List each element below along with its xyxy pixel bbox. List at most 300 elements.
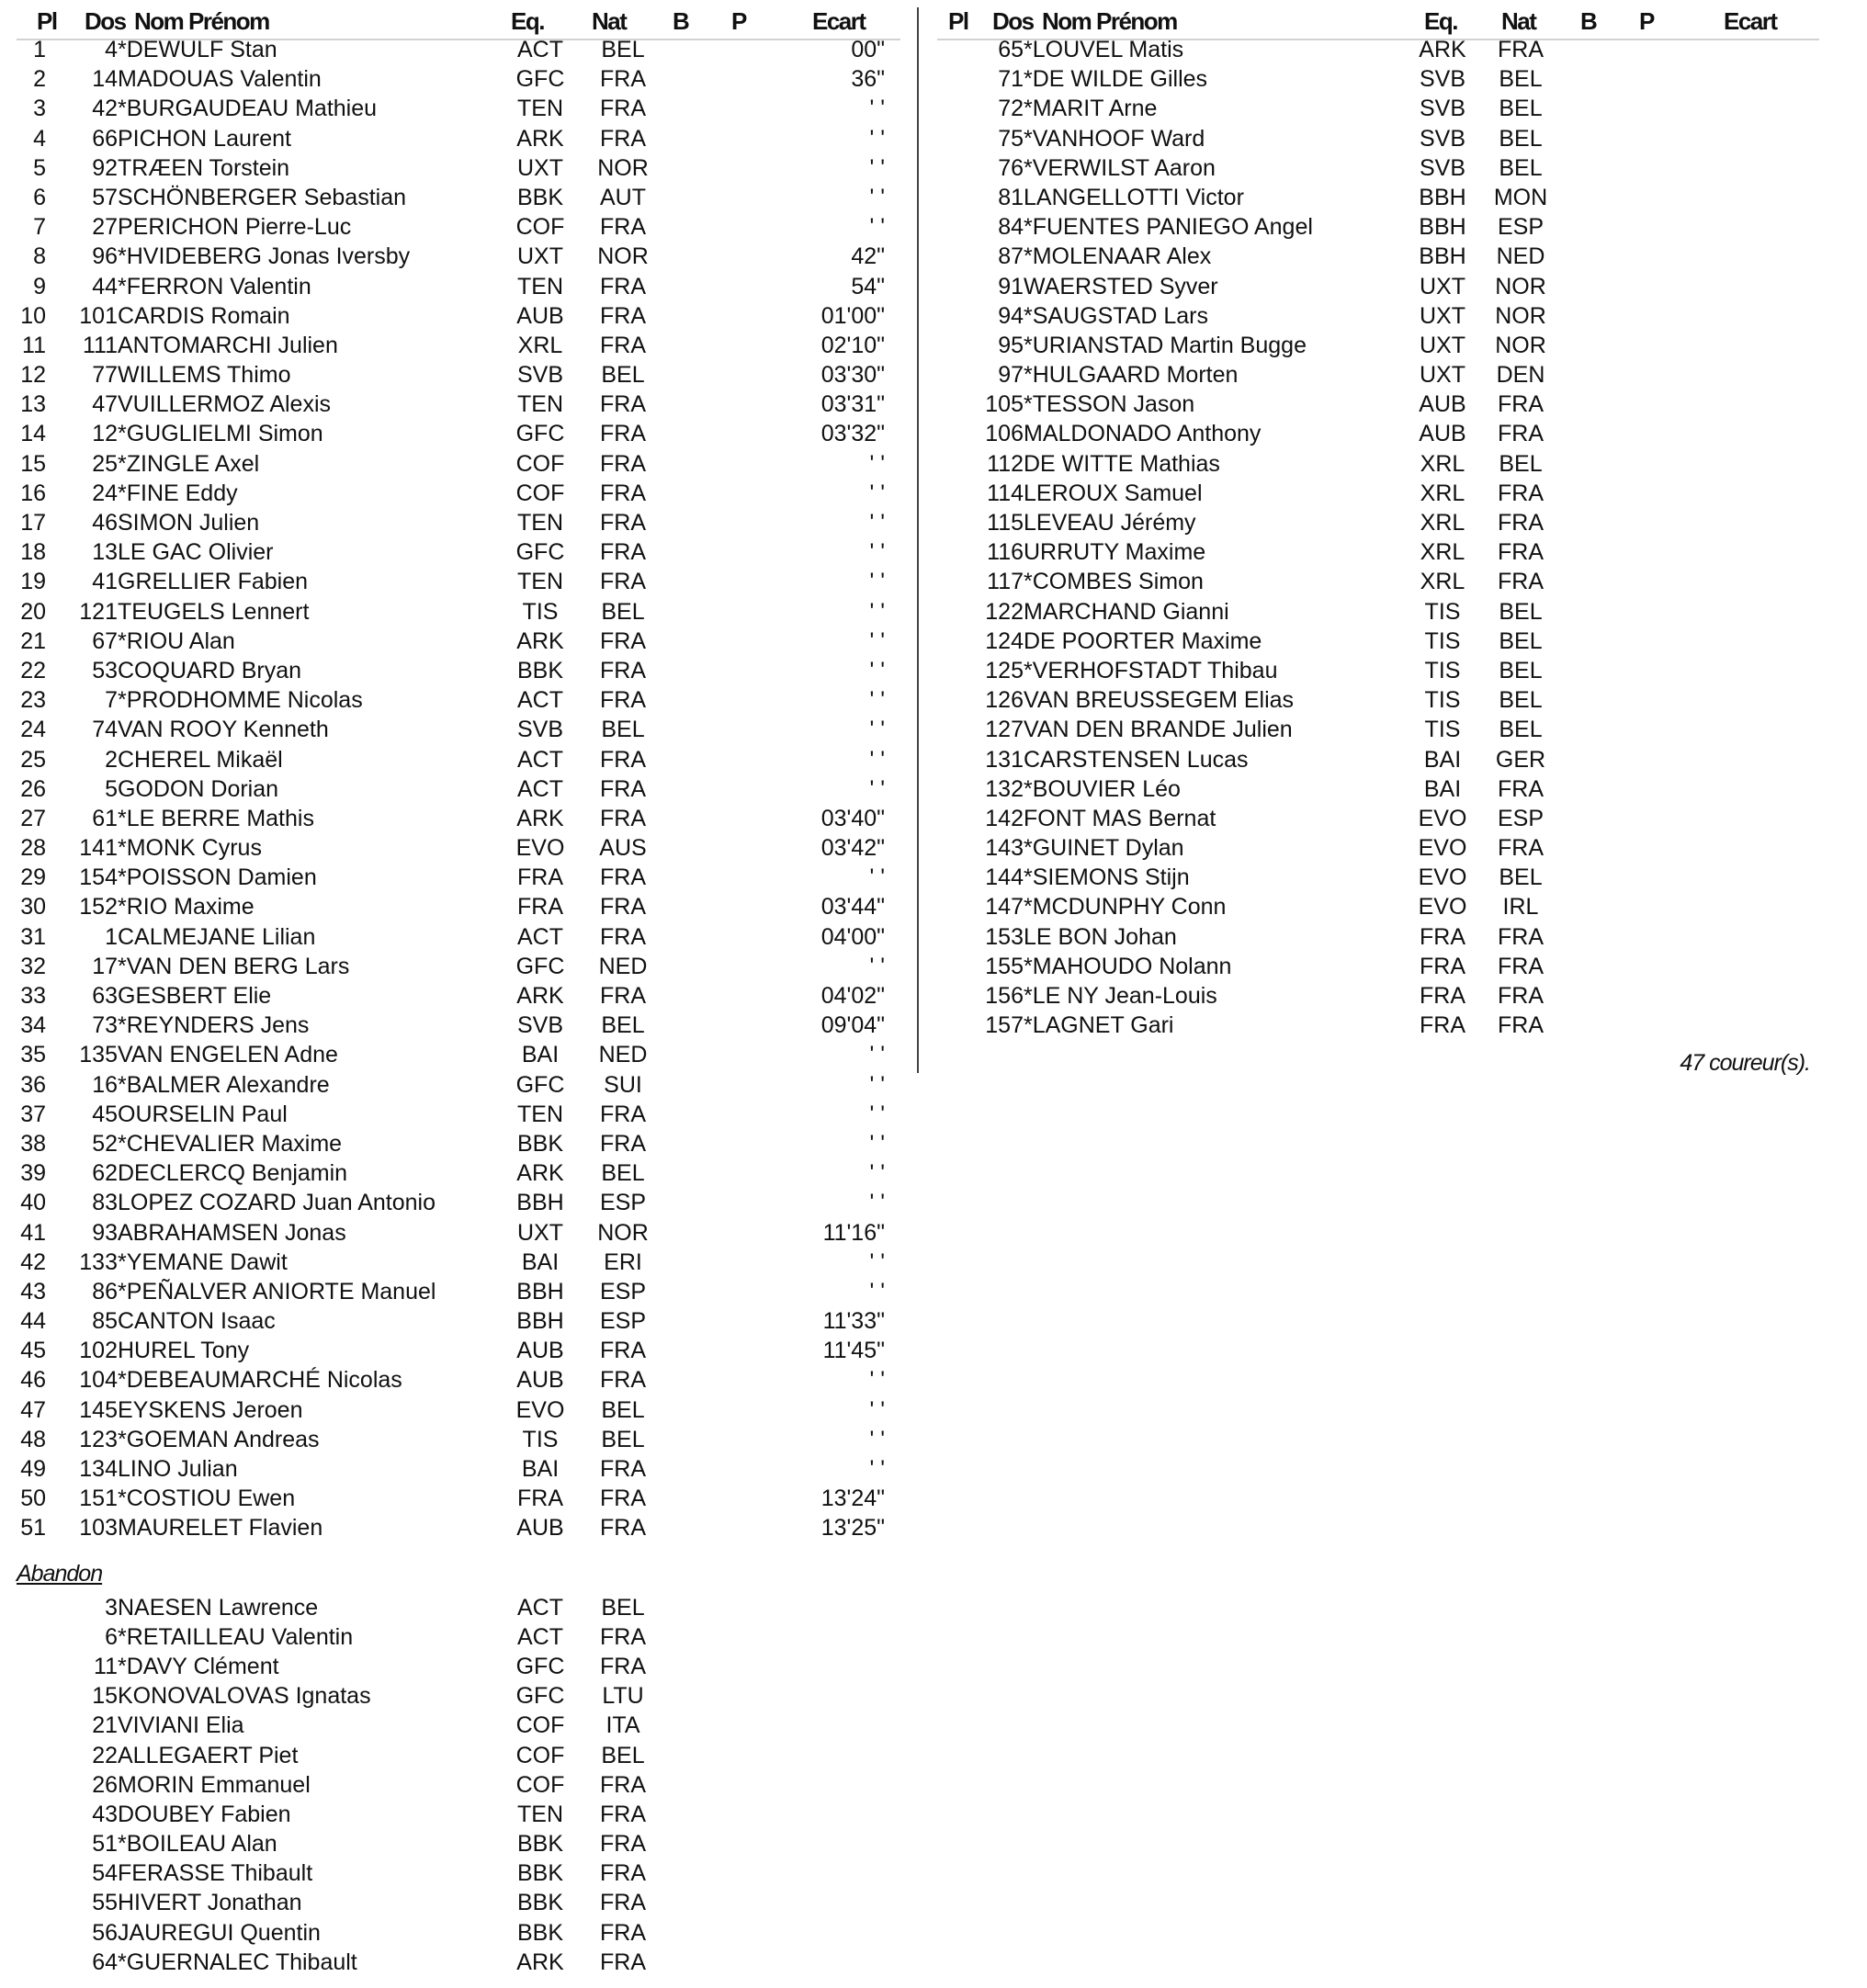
- cell-rider-name: MORIN Emmanuel: [118, 1771, 311, 1798]
- cell-place: 46: [20, 1367, 46, 1394]
- cell-bib: 144: [985, 864, 1024, 891]
- table-row: [937, 774, 1819, 804]
- cell-gap: 36": [851, 66, 885, 93]
- cell-rider-name: CARDIS Romain: [118, 302, 290, 329]
- cell-team: SVB: [516, 717, 564, 743]
- cell-gap: ' ': [869, 1190, 885, 1216]
- table-row: [17, 567, 908, 596]
- cell-nationality: ESP: [599, 1190, 647, 1216]
- cell-bib: 151: [79, 1485, 118, 1512]
- cell-rider-name: *GUINET Dylan: [1024, 835, 1184, 862]
- cell-place: 30: [20, 894, 46, 921]
- cell-nationality: FRA: [600, 1456, 646, 1482]
- cell-nationality: BEL: [1499, 125, 1543, 152]
- table-row: [17, 745, 908, 774]
- cell-rider-name: VAN ROOY Kenneth: [118, 717, 329, 743]
- table-row: [17, 64, 908, 94]
- cell-team: TIS: [1424, 627, 1461, 654]
- cell-nationality: BEL: [1499, 96, 1543, 122]
- table-row: [17, 537, 908, 567]
- cell-team: FRA: [1420, 953, 1465, 979]
- cell-rider-name: *ZINGLE Axel: [118, 450, 260, 477]
- cell-gap: ' ': [869, 1396, 885, 1423]
- cell-place: 37: [20, 1101, 46, 1127]
- cell-bib: 103: [79, 1515, 118, 1542]
- cell-gap: 03'40": [820, 805, 885, 831]
- cell-bib: 54: [92, 1860, 118, 1887]
- cell-nationality: FRA: [600, 1367, 646, 1394]
- cell-place: 49: [20, 1456, 46, 1482]
- cell-place: 25: [20, 746, 46, 773]
- cell-bib: 85: [92, 1308, 118, 1335]
- cell-gap: ' ': [869, 953, 885, 979]
- header-eq: Eq.: [1424, 7, 1457, 35]
- cell-bib: 62: [92, 1160, 118, 1187]
- cell-rider-name: *BOILEAU Alan: [118, 1831, 277, 1858]
- cell-bib: 114: [987, 480, 1024, 506]
- table-row: [17, 1888, 908, 1917]
- header-nat: Nat: [1501, 7, 1536, 35]
- cell-bib: 104: [79, 1367, 118, 1394]
- cell-rider-name: LEVEAU Jérémy: [1024, 510, 1196, 536]
- table-row: [17, 242, 908, 271]
- cell-gap: ' ': [869, 450, 885, 477]
- cell-bib: 124: [985, 627, 1024, 654]
- table-row: [17, 715, 908, 744]
- cell-team: ARK: [516, 1948, 564, 1975]
- cell-nationality: FRA: [600, 1948, 646, 1975]
- cell-rider-name: *FINE Eddy: [118, 480, 238, 506]
- cell-team: EVO: [515, 1396, 565, 1423]
- cell-team: TEN: [517, 273, 563, 299]
- cell-team: TEN: [517, 1101, 563, 1127]
- cell-team: BAI: [1423, 775, 1462, 802]
- cell-nationality: BEL: [1499, 657, 1543, 683]
- cell-bib: 7: [105, 687, 118, 714]
- table-row: [17, 1681, 908, 1711]
- table-row: [17, 1425, 908, 1454]
- header-b: B: [673, 7, 689, 35]
- cell-rider-name: MAURELET Flavien: [118, 1515, 323, 1542]
- cell-rider-name: *FUENTES PANIEGO Angel: [1024, 214, 1313, 241]
- cell-nationality: FRA: [600, 805, 646, 831]
- table-row: [937, 35, 1819, 64]
- cell-rider-name: *FERRON Valentin: [118, 273, 311, 299]
- cell-rider-name: *HULGAARD Morten: [1024, 362, 1239, 389]
- cell-gap: ' ': [869, 1101, 885, 1127]
- cell-nationality: FRA: [600, 1623, 646, 1650]
- table-row: [17, 981, 908, 1011]
- cell-rider-name: MALDONADO Anthony: [1024, 421, 1262, 447]
- cell-rider-name: LOPEZ COZARD Juan Antonio: [118, 1190, 436, 1216]
- cell-bib: 143: [985, 835, 1024, 862]
- cell-gap: 04'02": [820, 983, 885, 1009]
- table-row: [17, 833, 908, 863]
- cell-team: XRL: [1420, 510, 1465, 536]
- cell-rider-name: FERASSE Thibault: [118, 1860, 313, 1887]
- cell-team: GFC: [515, 539, 565, 566]
- cell-bib: 44: [92, 273, 118, 299]
- cell-rider-name: DE WITTE Mathias: [1024, 450, 1220, 477]
- cell-bib: 152: [79, 894, 118, 921]
- cell-team: SVB: [1419, 96, 1466, 122]
- cell-nationality: FRA: [600, 539, 646, 566]
- table-row: [17, 94, 908, 123]
- table-row: [937, 153, 1819, 183]
- cell-nationality: BEL: [1499, 598, 1543, 625]
- cell-team: BAI: [521, 1042, 560, 1068]
- cell-rider-name: *RIOU Alan: [118, 627, 235, 654]
- cell-team: TIS: [1424, 598, 1461, 625]
- cell-rider-name: *MARIT Arne: [1024, 96, 1158, 122]
- cell-gap: 11'45": [822, 1338, 885, 1364]
- cell-bib: 4: [105, 37, 118, 62]
- cell-team: ARK: [516, 1160, 564, 1187]
- cell-rider-name: DE POORTER Maxime: [1024, 627, 1262, 654]
- cell-bib: 5: [105, 775, 118, 802]
- table-row: [17, 1800, 908, 1829]
- cell-rider-name: COQUARD Bryan: [118, 657, 302, 683]
- cell-team: UXT: [517, 1219, 563, 1246]
- cell-team: COF: [515, 214, 565, 241]
- cell-team: AUB: [516, 1515, 564, 1542]
- cell-bib: 97: [998, 362, 1024, 389]
- cell-gap: ' ': [869, 96, 885, 122]
- cell-team: BBK: [516, 657, 564, 683]
- table-row: [937, 272, 1819, 301]
- cell-team: ACT: [517, 1623, 563, 1650]
- table-row: [17, 1336, 908, 1365]
- cell-gap: ' ': [869, 1248, 885, 1275]
- table-row: [17, 35, 908, 64]
- cell-rider-name: CHEREL Mikaël: [118, 746, 283, 773]
- column-divider: [917, 7, 919, 1073]
- cell-team: AUB: [516, 1367, 564, 1394]
- cell-bib: 57: [92, 184, 118, 210]
- cell-place: 24: [20, 717, 46, 743]
- cell-nationality: AUT: [600, 184, 646, 210]
- cell-nationality: BEL: [601, 1396, 645, 1423]
- table-row: [937, 212, 1819, 242]
- cell-team: SVB: [516, 362, 564, 389]
- cell-nationality: FRA: [600, 569, 646, 595]
- cell-gap: 03'42": [820, 835, 885, 862]
- header-p: P: [731, 7, 746, 35]
- cell-team: ACT: [517, 775, 563, 802]
- table-row: [17, 1306, 908, 1336]
- table-row: [17, 1484, 908, 1513]
- cell-nationality: NED: [598, 953, 648, 979]
- table-row: [17, 1218, 908, 1248]
- cell-nationality: ERI: [604, 1248, 642, 1275]
- cell-place: 35: [20, 1042, 46, 1068]
- cell-bib: 24: [92, 480, 118, 506]
- cell-nationality: NOR: [597, 243, 649, 270]
- cell-place: 31: [20, 923, 46, 950]
- cell-nationality: FRA: [600, 687, 646, 714]
- cell-nationality: ESP: [599, 1278, 647, 1305]
- cell-bib: 145: [79, 1396, 118, 1423]
- cell-rider-name: *SAUGSTAD Lars: [1024, 302, 1208, 329]
- cell-nationality: BEL: [601, 1012, 645, 1039]
- cell-nationality: ESP: [1497, 805, 1545, 831]
- table-row: [937, 804, 1819, 833]
- cell-team: XRL: [1420, 450, 1465, 477]
- table-row: [17, 272, 908, 301]
- cell-bib: 111: [82, 332, 118, 358]
- table-row: [17, 597, 908, 627]
- cell-place: 9: [33, 273, 46, 299]
- cell-rider-name: *URIANSTAD Martin Bugge: [1024, 332, 1307, 358]
- cell-nationality: FRA: [1498, 953, 1544, 979]
- cell-team: BBK: [516, 1831, 564, 1858]
- cell-team: ACT: [517, 923, 563, 950]
- cell-place: 19: [20, 569, 46, 595]
- cell-rider-name: WAERSTED Syver: [1024, 273, 1218, 299]
- cell-team: TIS: [1424, 717, 1461, 743]
- cell-bib: 41: [92, 569, 118, 595]
- cell-gap: ' ': [869, 569, 885, 595]
- cell-rider-name: *COSTIOU Ewen: [118, 1485, 296, 1512]
- table-row: [937, 449, 1819, 479]
- cell-place: 16: [20, 480, 46, 506]
- table-row: [17, 183, 908, 212]
- table-row: [17, 1652, 908, 1681]
- cell-team: UXT: [1420, 362, 1465, 389]
- table-row: [937, 508, 1819, 537]
- cell-rider-name: *DEBEAUMARCHÉ Nicolas: [118, 1367, 402, 1394]
- cell-place: 26: [20, 775, 46, 802]
- cell-bib: 105: [985, 391, 1024, 418]
- cell-place: 1: [33, 37, 46, 62]
- cell-bib: 126: [985, 687, 1024, 714]
- table-row: [17, 1858, 908, 1888]
- cell-nationality: BEL: [1499, 450, 1543, 477]
- cell-team: BBH: [516, 1308, 564, 1335]
- cell-bib: 132: [985, 775, 1024, 802]
- table-row: [17, 922, 908, 952]
- cell-rider-name: VAN BREUSSEGEM Elias: [1024, 687, 1295, 714]
- cell-rider-name: *DAVY Clément: [118, 1653, 279, 1679]
- cell-team: TEN: [517, 510, 563, 536]
- table-row: [937, 952, 1819, 981]
- cell-rider-name: EYSKENS Jeroen: [118, 1396, 303, 1423]
- table-row: [937, 331, 1819, 360]
- cell-bib: 56: [92, 1919, 118, 1946]
- cell-nationality: BEL: [601, 1426, 645, 1452]
- cell-rider-name: *LE BERRE Mathis: [118, 805, 314, 831]
- cell-team: ACT: [517, 37, 563, 62]
- table-row: [937, 833, 1819, 863]
- cell-gap: ' ': [869, 1071, 885, 1098]
- cell-nationality: NOR: [1495, 332, 1546, 358]
- header-nom: Nom Prénom: [1042, 7, 1177, 35]
- cell-place: 45: [20, 1338, 46, 1364]
- cell-gap: ' ': [869, 657, 885, 683]
- cell-nationality: ESP: [599, 1308, 647, 1335]
- table-header-right: [937, 6, 1819, 35]
- cell-bib: 14: [92, 66, 118, 93]
- cell-rider-name: *MAHOUDO Nolann: [1024, 953, 1232, 979]
- cell-team: COF: [515, 1712, 565, 1739]
- cell-gap: 03'32": [820, 421, 885, 447]
- cell-gap: ' ': [869, 598, 885, 625]
- cell-gap: ' ': [869, 539, 885, 566]
- cell-rider-name: VIVIANI Elia: [118, 1712, 244, 1739]
- cell-team: TEN: [517, 569, 563, 595]
- table-row: [937, 627, 1819, 656]
- cell-place: 48: [20, 1426, 46, 1452]
- cell-nationality: FRA: [600, 332, 646, 358]
- cell-rider-name: LE BON Johan: [1024, 923, 1177, 950]
- cell-nationality: FRA: [1498, 835, 1544, 862]
- cell-bib: 63: [92, 983, 118, 1009]
- cell-team: FRA: [517, 1485, 563, 1512]
- cell-bib: 96: [92, 243, 118, 270]
- cell-bib: 84: [998, 214, 1024, 241]
- cell-nationality: FRA: [1498, 391, 1544, 418]
- cell-place: 32: [20, 953, 46, 979]
- header-dos: Dos: [992, 7, 1034, 35]
- cell-rider-name: KONOVALOVAS Ignatas: [118, 1683, 371, 1710]
- cell-rider-name: LINO Julian: [118, 1456, 238, 1482]
- cell-team: GFC: [515, 1653, 565, 1679]
- table-row: [937, 390, 1819, 419]
- cell-team: UXT: [1420, 302, 1465, 329]
- table-row: [937, 64, 1819, 94]
- cell-bib: 66: [92, 125, 118, 152]
- cell-nationality: FRA: [600, 1101, 646, 1127]
- cell-rider-name: *BALMER Alexandre: [118, 1071, 330, 1098]
- cell-bib: 55: [92, 1890, 118, 1916]
- cell-rider-name: *VAN DEN BERG Lars: [118, 953, 350, 979]
- cell-team: BBK: [516, 184, 564, 210]
- cell-nationality: BEL: [1499, 687, 1543, 714]
- table-row: [937, 567, 1819, 596]
- table-row: [17, 863, 908, 892]
- cell-place: 21: [20, 627, 46, 654]
- cell-nationality: BEL: [601, 37, 645, 62]
- cell-team: SVB: [1419, 154, 1466, 181]
- cell-bib: 21: [92, 1712, 118, 1739]
- cell-bib: 73: [92, 1012, 118, 1039]
- cell-gap: 54": [851, 273, 885, 299]
- cell-rider-name: DOUBEY Fabien: [118, 1801, 291, 1827]
- cell-nationality: FRA: [600, 1130, 646, 1157]
- cell-bib: 133: [79, 1248, 118, 1275]
- cell-rider-name: CARSTENSEN Lucas: [1024, 746, 1249, 773]
- header-ecart: Ecart: [1724, 7, 1777, 35]
- cell-place: 28: [20, 835, 46, 862]
- cell-nationality: FRA: [1498, 510, 1544, 536]
- cell-nationality: BEL: [601, 1742, 645, 1768]
- cell-bib: 127: [985, 717, 1024, 743]
- cell-bib: 142: [985, 805, 1024, 831]
- cell-team: BAI: [521, 1248, 560, 1275]
- cell-bib: 1: [105, 923, 118, 950]
- cell-bib: 47: [92, 391, 118, 418]
- table-row: [17, 1454, 908, 1484]
- cell-place: 29: [20, 864, 46, 891]
- cell-team: UXT: [1420, 332, 1465, 358]
- cell-gap: ' ': [869, 1042, 885, 1068]
- cell-place: 42: [20, 1248, 46, 1275]
- cell-team: GFC: [515, 421, 565, 447]
- cell-rider-name: *VANHOOF Ward: [1024, 125, 1205, 152]
- cell-nationality: NOR: [1495, 273, 1546, 299]
- cell-nationality: AUS: [599, 835, 647, 862]
- cell-rider-name: *SIEMONS Stijn: [1024, 864, 1190, 891]
- cell-bib: 141: [79, 835, 118, 862]
- table-row: [937, 183, 1819, 212]
- cell-rider-name: VAN ENGELEN Adne: [118, 1042, 338, 1068]
- table-row: [17, 449, 908, 479]
- cell-bib: 52: [92, 1130, 118, 1157]
- cell-rider-name: NAESEN Lawrence: [118, 1594, 319, 1621]
- cell-team: BBK: [516, 1130, 564, 1157]
- cell-gap: ' ': [869, 214, 885, 241]
- cell-team: FRA: [1420, 983, 1465, 1009]
- cell-team: AUB: [516, 302, 564, 329]
- cell-rider-name: WILLEMS Thimo: [118, 362, 291, 389]
- cell-nationality: FRA: [1498, 421, 1544, 447]
- cell-team: COF: [515, 480, 565, 506]
- cell-bib: 135: [79, 1042, 118, 1068]
- table-row: [17, 1040, 908, 1069]
- cell-nationality: BEL: [601, 1594, 645, 1621]
- table-row: [17, 804, 908, 833]
- cell-rider-name: ALLEGAERT Piet: [118, 1742, 299, 1768]
- cell-place: 39: [20, 1160, 46, 1187]
- cell-gap: 09'04": [820, 1012, 885, 1039]
- cell-place: 12: [20, 362, 46, 389]
- cell-team: BBH: [1419, 214, 1466, 241]
- cell-team: XRL: [1420, 569, 1465, 595]
- cell-rider-name: *LAGNET Gari: [1024, 1012, 1174, 1039]
- table-row: [17, 301, 908, 331]
- cell-team: XRL: [1420, 480, 1465, 506]
- cell-nationality: FRA: [1498, 569, 1544, 595]
- cell-gap: ' ': [869, 1130, 885, 1157]
- cell-bib: 93: [92, 1219, 118, 1246]
- cell-nationality: FRA: [600, 1338, 646, 1364]
- cell-gap: 13'24": [820, 1485, 885, 1512]
- table-row: [17, 656, 908, 685]
- cell-rider-name: *RIO Maxime: [118, 894, 255, 921]
- cell-team: TIS: [1424, 687, 1461, 714]
- cell-bib: 11: [94, 1653, 118, 1679]
- results-column-left: [17, 6, 908, 1977]
- table-row: [17, 1741, 908, 1770]
- cell-nationality: FRA: [600, 214, 646, 241]
- table-row: [17, 1711, 908, 1740]
- cell-team: AUB: [1419, 421, 1466, 447]
- cell-gap: ' ': [869, 184, 885, 210]
- cell-team: COF: [515, 1742, 565, 1768]
- cell-team: GFC: [515, 1683, 565, 1710]
- cell-team: SVB: [1419, 66, 1466, 93]
- cell-rider-name: *GOEMAN Andreas: [118, 1426, 320, 1452]
- cell-team: SVB: [516, 1012, 564, 1039]
- cell-place: 22: [20, 657, 46, 683]
- cell-bib: 67: [92, 627, 118, 654]
- abandon-list: [17, 1593, 908, 1977]
- cell-team: BBH: [516, 1278, 564, 1305]
- cell-team: TIS: [522, 1426, 559, 1452]
- cell-place: 34: [20, 1012, 46, 1039]
- cell-bib: 155: [985, 953, 1024, 979]
- table-row: [937, 242, 1819, 271]
